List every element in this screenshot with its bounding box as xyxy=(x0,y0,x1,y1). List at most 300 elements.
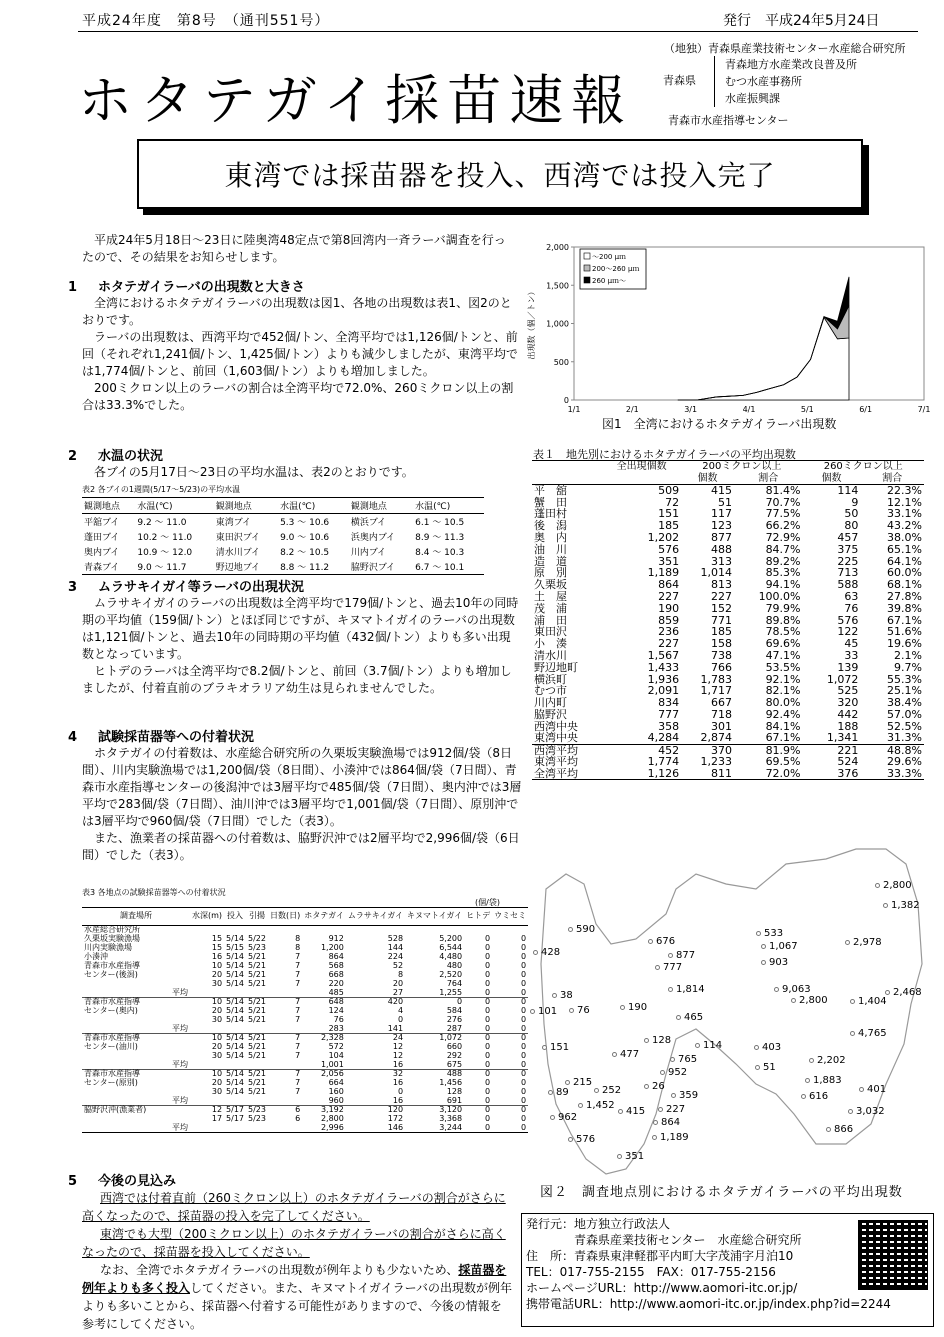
station-marker xyxy=(655,965,660,970)
section-heading xyxy=(68,726,522,745)
t3-cell: 0 xyxy=(485,1050,491,1060)
t3-cell: 420 xyxy=(387,997,404,1006)
station-marker xyxy=(620,1005,625,1010)
t1-cell: 25.1% xyxy=(887,684,922,698)
t2-cell: 8.4 ～ 10.3 xyxy=(415,548,465,558)
t3-cell: 5/14 xyxy=(226,951,245,961)
header-rule xyxy=(78,31,918,32)
city-center: 青森市水産指導センター xyxy=(668,114,789,127)
table2-caption: 表2 各ブイの1週間(5/17～5/23)の平均水温 xyxy=(82,485,241,494)
t3-cell: 528 xyxy=(387,933,404,943)
section-3 xyxy=(68,576,522,697)
paragraph: 全湾におけるホタテガイラーバの出現数は図1、各地の出現数は表1、図2のとおりです。 xyxy=(82,296,512,327)
t1-cell: 82.1% xyxy=(765,684,801,698)
t1-cell: 39.8% xyxy=(887,601,922,615)
t3-cell: 0 xyxy=(485,1041,491,1051)
t1-cell: 48.8% xyxy=(887,743,922,757)
t1-cell: 1,341 xyxy=(803,732,861,744)
table-row xyxy=(532,614,924,626)
t3-header: 投入 xyxy=(224,908,246,926)
t1-cell: 667 xyxy=(710,696,732,710)
t3-cell: 7 xyxy=(295,1069,301,1078)
t3-cell: 0 xyxy=(485,960,491,970)
t1-cell: 415 xyxy=(710,484,732,498)
t3-cell: 16 xyxy=(392,1077,404,1087)
t1-cell: 221 xyxy=(837,743,859,757)
homepage-url[interactable]: ホームページURL：http://www.aomori-itc.or.jp/ xyxy=(526,1281,798,1295)
station-marker xyxy=(653,1120,658,1125)
t1-cell: 227 xyxy=(658,637,680,651)
outlook-note: なお、全湾でホタテガイラーバの出現数が例年よりも少ないため、 xyxy=(100,1263,459,1277)
issue-date: 発行 平成24年5月24日 xyxy=(723,13,880,29)
t3-cell: 平均 xyxy=(82,1097,190,1106)
table2-water-temp xyxy=(82,497,484,575)
x-tick-label: 3/1 xyxy=(684,405,698,414)
t3-cell: 0 xyxy=(464,1097,492,1106)
t1-cell: 東田沢 xyxy=(534,625,567,639)
t3-cell: 0 xyxy=(521,969,527,979)
t3-cell: 660 xyxy=(446,1041,463,1051)
t1-cell: 奥 内 xyxy=(534,531,567,545)
t2-header: 観測地点 xyxy=(214,498,278,514)
section-heading xyxy=(68,576,522,595)
station-marker xyxy=(668,987,673,992)
t3-cell: 7 xyxy=(295,1041,301,1051)
t3-cell: 脇野沢沖(漁業者) xyxy=(84,1105,147,1114)
t1-cell: 72.9% xyxy=(765,531,801,545)
t3-cell: 20 xyxy=(211,1005,223,1015)
legend-label: ～200 μｍ xyxy=(592,253,627,261)
station-count-label: 777 xyxy=(663,962,683,973)
t1-cell: 後 潟 xyxy=(534,519,567,533)
outlook-west: 西湾では付着直前（260ミクロン以上）のホタテガイラーバの割合がさらに高くなったので、採苗器の投入を完了してください。 xyxy=(82,1191,506,1223)
t3-cell: 5/21 xyxy=(248,1077,266,1087)
t1-cell: 185 xyxy=(658,519,680,533)
t3-cell: 16 xyxy=(346,1097,405,1106)
y-tick-label: 500 xyxy=(553,357,569,367)
t3-cell: 160 xyxy=(328,1086,344,1096)
station-count-label: 403 xyxy=(762,1042,782,1053)
t1-cell: 69.6% xyxy=(765,637,801,651)
t1-cell: 370 xyxy=(710,743,732,757)
table-row xyxy=(82,1124,528,1133)
t1-cell: 51 xyxy=(717,495,732,509)
t1-cell: 70.7% xyxy=(765,495,801,509)
t1-cell: 859 xyxy=(658,613,680,627)
table-row xyxy=(532,485,924,497)
t1-cell: 488 xyxy=(710,542,732,556)
t3-cell: 5/21 xyxy=(248,951,266,961)
t3-cell: 224 xyxy=(387,951,404,961)
t1-cell: 509 xyxy=(658,484,680,498)
t3-cell: 5/23 xyxy=(248,1105,266,1114)
t1-cell: 713 xyxy=(837,566,859,580)
station-count-label: 401 xyxy=(867,1084,887,1095)
section-4 xyxy=(68,726,522,864)
paragraph: ムラサキイガイのラーバの出現数は全湾平均で179個/トンと、過去10年の同時期の平均値（159個/トン）とほぼ同じですが、キヌマトイガイのラーバの出現数は1,121個/トンと、過去10年の同時期の平均値（432個/トン）よりも多い出現数となっています。 xyxy=(82,596,519,661)
series-area xyxy=(678,317,849,400)
t3-cell: 5/21 xyxy=(248,1069,266,1078)
station-count-label: 2,800 xyxy=(883,880,912,891)
t3-cell: 5/21 xyxy=(248,1086,266,1096)
station-marker xyxy=(618,1109,623,1114)
station-marker xyxy=(809,1058,814,1063)
t3-cell: 0 xyxy=(485,1069,491,1078)
legend-swatch xyxy=(584,277,590,283)
t1-cell: 117 xyxy=(710,507,732,521)
t3-cell: 0 xyxy=(521,1113,527,1123)
t1-cell: 771 xyxy=(710,613,732,627)
t3-cell: 0 xyxy=(464,989,492,998)
station-marker xyxy=(542,1045,547,1050)
t3-cell: 0 xyxy=(521,960,527,970)
t3-cell: 4 xyxy=(397,1005,404,1015)
t3-cell: 20 xyxy=(392,978,404,988)
t3-cell: 0 xyxy=(492,989,528,998)
section-2 xyxy=(68,445,522,481)
t3-cell: 664 xyxy=(328,1077,344,1087)
t1-cell: 1,072 xyxy=(826,672,859,686)
figure2-caption: 図２ 調査地点別におけるホタテガイラーバの平均出現数 xyxy=(540,1185,903,1200)
table-row xyxy=(532,650,924,662)
t3-cell: 276 xyxy=(446,1014,463,1024)
t1-cell: 1,936 xyxy=(647,672,680,686)
t3-cell: 5/22 xyxy=(248,933,266,943)
t3-cell: 7 xyxy=(295,1033,301,1042)
t1-cell: 4,284 xyxy=(602,732,681,744)
t3-cell: 1,255 xyxy=(405,989,464,998)
section-number: 2 xyxy=(68,449,78,464)
t1-cell: 53.5% xyxy=(765,660,801,674)
t1-cell: 1,202 xyxy=(647,531,680,545)
t3-cell: 7 xyxy=(295,1077,301,1087)
t1-cell: 1,233 xyxy=(700,755,732,769)
t3-cell: 平均 xyxy=(82,1025,190,1034)
t3-cell: 648 xyxy=(328,997,344,1006)
x-tick-label: 1/1 xyxy=(567,405,581,414)
t1-cell: 442 xyxy=(837,708,859,722)
t3-cell: 5/21 xyxy=(248,1005,266,1015)
t3-cell: 5/21 xyxy=(248,978,266,988)
table-row xyxy=(532,685,924,697)
t3-cell: 10 xyxy=(211,997,223,1006)
t1-cell: 236 xyxy=(658,625,680,639)
t1-cell: 52.5% xyxy=(887,719,922,733)
station-marker xyxy=(774,987,779,992)
t2-cell: 奥内ブイ xyxy=(84,548,120,558)
station-count-label: 76 xyxy=(577,1005,590,1016)
station-count-label: 1,883 xyxy=(813,1075,842,1086)
t3-cell: 220 xyxy=(328,978,344,988)
t1-cell: 718 xyxy=(710,708,732,722)
t1-cell: 151 xyxy=(658,507,680,521)
t1-cell: 横浜町 xyxy=(534,672,567,686)
station-marker xyxy=(826,1127,831,1132)
station-marker xyxy=(658,1107,663,1112)
publisher: 発行元：地方独立行政法人 xyxy=(526,1217,671,1231)
t1-cell: 33.3% xyxy=(860,768,924,780)
t3-header: キヌマトイガイ xyxy=(405,908,464,926)
t3-cell: 2,800 xyxy=(320,1113,344,1123)
table-row xyxy=(532,532,924,544)
section-title: 試験採苗器等への付着状況 xyxy=(98,730,255,745)
t1-cell: 29.6% xyxy=(887,755,922,769)
t1-cell: 766 xyxy=(710,660,732,674)
publisher-name: 青森県産業技術センター 水産総合研究所 xyxy=(574,1233,802,1247)
t1-cell: 67.1% xyxy=(887,613,922,627)
t1-cell: 33 xyxy=(844,649,859,663)
t3-cell: 488 xyxy=(446,1069,463,1078)
paragraph: また、漁業者の採苗器への付着数は、脇野沢沖では2層平均で2,996個/袋（6日間）でした（表3）。 xyxy=(82,831,520,862)
station-count-label: 351 xyxy=(625,1151,645,1162)
station-marker xyxy=(550,1115,555,1120)
station-marker xyxy=(530,1009,535,1014)
t1-cell: 38.0% xyxy=(887,531,922,545)
t3-cell: 3,368 xyxy=(439,1113,463,1123)
station-count-label: 1,814 xyxy=(676,984,705,995)
t2-cell: 9.0 ～ 10.6 xyxy=(280,533,330,543)
t1-cell: 66.2% xyxy=(765,519,801,533)
station-count-label: 477 xyxy=(620,1049,640,1060)
headline: 東湾では採苗器を投入、西湾では投入完了 xyxy=(137,139,863,209)
t1-cell: 738 xyxy=(710,649,732,663)
table-row xyxy=(532,567,924,579)
t3-cell: 0 xyxy=(485,1105,491,1114)
t3-header: 引揚 xyxy=(246,908,268,926)
table1-larvae xyxy=(532,460,924,780)
t3-cell: 小湊沖 xyxy=(84,951,108,961)
t3-cell: 0 xyxy=(485,978,491,988)
t1-cell: 313 xyxy=(710,554,732,568)
t1-cell: 1,774 xyxy=(647,755,680,769)
t1-cell: 376 xyxy=(803,768,861,780)
station-count-label: 3,032 xyxy=(856,1106,885,1117)
t1-cell: 576 xyxy=(837,613,859,627)
t3-cell: 5/21 xyxy=(248,960,266,970)
t3-cell: 30 xyxy=(211,1014,223,1024)
t2-cell: 9.2 ～ 11.0 xyxy=(137,518,187,528)
t3-cell: 5/17 xyxy=(226,1113,245,1123)
station-marker xyxy=(668,953,673,958)
legend-swatch xyxy=(584,253,590,259)
t3-cell: 0 xyxy=(521,1086,527,1096)
qr-code[interactable] xyxy=(858,1220,928,1290)
t3-cell xyxy=(224,1124,246,1133)
t3-cell: 5/14 xyxy=(226,933,245,943)
t2-cell: 東湾ブイ xyxy=(215,518,251,528)
t1-cell: むつ市 xyxy=(534,684,567,698)
t3-cell: 960 xyxy=(302,1097,346,1106)
t3-header: ヒトデ xyxy=(464,908,492,926)
x-tick-label: 4/1 xyxy=(742,405,756,414)
t1-cell: 457 xyxy=(837,531,859,545)
t3-cell: 104 xyxy=(328,1050,344,1060)
prefecture-label: 青森県 xyxy=(663,74,696,87)
station-marker xyxy=(859,1087,864,1092)
station-marker xyxy=(875,883,880,888)
t1-cell: 777 xyxy=(658,708,680,722)
t3-cell: 146 xyxy=(346,1124,405,1133)
t1-cell: 55.3% xyxy=(887,672,922,686)
t3-cell: 5/14 xyxy=(226,1005,245,1015)
station-count-label: 128 xyxy=(652,1035,672,1046)
t1-cell: 土 屋 xyxy=(534,590,567,604)
t2-cell: 8.2 ～ 10.5 xyxy=(280,548,330,558)
t1-cell: 2,091 xyxy=(647,684,680,698)
t3-cell: 青森市水産指導 xyxy=(84,1033,140,1042)
station-marker xyxy=(617,1154,622,1159)
t2-cell: 脇野沢ブイ xyxy=(349,559,413,575)
t1-cell: 西湾中央 xyxy=(534,719,578,733)
mobile-url[interactable]: 携帯電話URL：http://www.aomori-itc.or.jp/index.php?id=2244 xyxy=(526,1297,891,1311)
station-count-label: 89 xyxy=(556,1087,569,1098)
t1-cell: 蟹 田 xyxy=(534,495,567,509)
station-marker xyxy=(756,931,761,936)
t3-cell: 1,200 xyxy=(320,942,344,952)
station-count-label: 38 xyxy=(560,990,573,1001)
t3-cell: 0 xyxy=(485,1014,491,1024)
t3-cell: 7 xyxy=(295,997,301,1006)
t3-cell: 0 xyxy=(521,997,527,1006)
t3-cell: 5/14 xyxy=(226,1077,245,1087)
t1-cell: 834 xyxy=(658,696,680,710)
station-count-label: 465 xyxy=(684,1012,704,1023)
t3-cell: 5/21 xyxy=(248,1033,266,1042)
col-count: 個数 xyxy=(681,473,734,485)
section-number: 5 xyxy=(68,1174,78,1189)
station-marker xyxy=(612,1052,617,1057)
col-ratio: 割合 xyxy=(734,473,803,485)
t3-cell: 30 xyxy=(211,978,223,988)
t3-cell: 7 xyxy=(295,1014,301,1024)
t1-cell: 22.3% xyxy=(887,484,922,498)
t3-header: 水深(m) xyxy=(190,908,224,926)
t3-cell: 5/14 xyxy=(226,1014,245,1024)
t3-cell: 青森市水産指導 xyxy=(84,997,140,1006)
station-marker xyxy=(578,1103,583,1108)
t1-cell: 114 xyxy=(837,484,859,498)
t3-cell: 0 xyxy=(397,1014,404,1024)
t3-cell: 0 xyxy=(521,933,527,943)
t1-cell: 67.1% xyxy=(734,732,803,744)
y-tick-label: 1,000 xyxy=(546,319,569,329)
t1-cell: 野辺地町 xyxy=(534,660,578,674)
t2-cell: 8.8 ～ 11.2 xyxy=(278,559,349,575)
t3-cell: 2,056 xyxy=(320,1069,344,1078)
section-heading xyxy=(68,445,522,464)
t3-cell: 5/14 xyxy=(226,1069,245,1078)
table3-unit: (個/袋) xyxy=(475,898,500,907)
station-count-label: 9,063 xyxy=(782,984,811,995)
t2-header: 水温(℃) xyxy=(413,498,484,514)
t1-cell: 227 xyxy=(710,590,732,604)
t3-cell: 5/21 xyxy=(248,1050,266,1060)
phone-fax: TEL：017-755-2155 FAX：017-755-2156 xyxy=(526,1265,776,1279)
t1-cell: 平 舘 xyxy=(534,484,567,498)
t3-cell: 584 xyxy=(446,1005,463,1015)
t3-cell: 144 xyxy=(387,942,404,952)
section-body xyxy=(82,745,522,864)
t3-cell: 5/15 xyxy=(226,942,245,952)
t1-cell: 84.7% xyxy=(765,542,801,556)
t1-cell: 80 xyxy=(844,519,859,533)
t1-cell: 1,014 xyxy=(700,566,732,580)
t1-cell: 524 xyxy=(837,755,859,769)
t3-cell: 0 xyxy=(521,1069,527,1078)
t3-cell: 12 xyxy=(392,1050,404,1060)
t1-cell: 813 xyxy=(710,578,732,592)
t3-cell: 5/14 xyxy=(226,969,245,979)
t1-cell: 33.1% xyxy=(887,507,922,521)
table-row xyxy=(532,543,924,555)
section-title: ホタテガイラーバの出現数と大きさ xyxy=(98,280,305,295)
section-body xyxy=(82,295,522,414)
t3-cell: 6 xyxy=(295,1113,301,1123)
t1-cell: 185 xyxy=(710,625,732,639)
t1-cell: 72 xyxy=(665,495,680,509)
t1-cell: 122 xyxy=(837,625,859,639)
station-marker xyxy=(652,1135,657,1140)
t1-cell: 38.4% xyxy=(887,696,922,710)
t3-cell: 0 xyxy=(521,1077,527,1087)
station-marker xyxy=(754,1045,759,1050)
y-tick-label: 0 xyxy=(563,396,569,405)
t1-cell: 19.6% xyxy=(887,637,922,651)
t1-cell: 27.8% xyxy=(887,590,922,604)
t1-cell: 2,874 xyxy=(681,732,734,744)
table-row xyxy=(532,591,924,603)
t1-cell: 45 xyxy=(844,637,859,651)
t3-cell: 4,480 xyxy=(439,951,463,961)
station-count-label: 866 xyxy=(834,1124,854,1135)
t1-cell: 225 xyxy=(837,554,859,568)
t3-cell xyxy=(190,1124,224,1133)
address: 住 所：青森県東津軽郡平内町大字茂浦字月泊10 xyxy=(526,1249,794,1263)
t3-cell: 0 xyxy=(485,1005,491,1015)
t1-cell: 造 道 xyxy=(534,554,567,568)
t1-cell: 84.1% xyxy=(765,719,801,733)
station-count-label: 101 xyxy=(538,1006,558,1017)
t2-cell: 浜奥内ブイ xyxy=(350,533,396,543)
t1-cell: 全湾平均 xyxy=(532,768,602,780)
t3-cell: 5/17 xyxy=(226,1105,245,1114)
t3-cell: 10 xyxy=(211,1069,223,1078)
t3-cell: 7 xyxy=(295,1005,301,1015)
station-count-label: 227 xyxy=(666,1104,686,1115)
t2-cell: 6.1 ～ 10.5 xyxy=(415,518,465,528)
station-count-label: 151 xyxy=(550,1042,570,1053)
t1-cell: 152 xyxy=(710,601,732,615)
t3-cell: 2,520 xyxy=(439,969,463,979)
t1-cell: 川内町 xyxy=(534,696,567,710)
t3-cell: 12 xyxy=(392,1041,404,1051)
table-row xyxy=(532,508,924,520)
t3-cell: 青森市水産指導 xyxy=(84,960,140,970)
t1-cell: 1,126 xyxy=(602,768,681,780)
t1-cell: 77.5% xyxy=(765,507,801,521)
t1-cell: 69.5% xyxy=(765,755,801,769)
y-axis-label: 出現数（個／トン） xyxy=(527,287,536,360)
station-marker xyxy=(552,993,557,998)
section-5 xyxy=(68,1170,512,1333)
t3-cell: 5/14 xyxy=(226,1033,245,1042)
t1-cell: 小 湊 xyxy=(534,637,567,651)
station-count-label: 1,404 xyxy=(858,996,887,1007)
t3-cell: 5/14 xyxy=(226,1050,245,1060)
t3-cell: 172 xyxy=(387,1113,404,1123)
t1-cell: 12.1% xyxy=(887,495,922,509)
t1-cell: 1,717 xyxy=(700,684,732,698)
